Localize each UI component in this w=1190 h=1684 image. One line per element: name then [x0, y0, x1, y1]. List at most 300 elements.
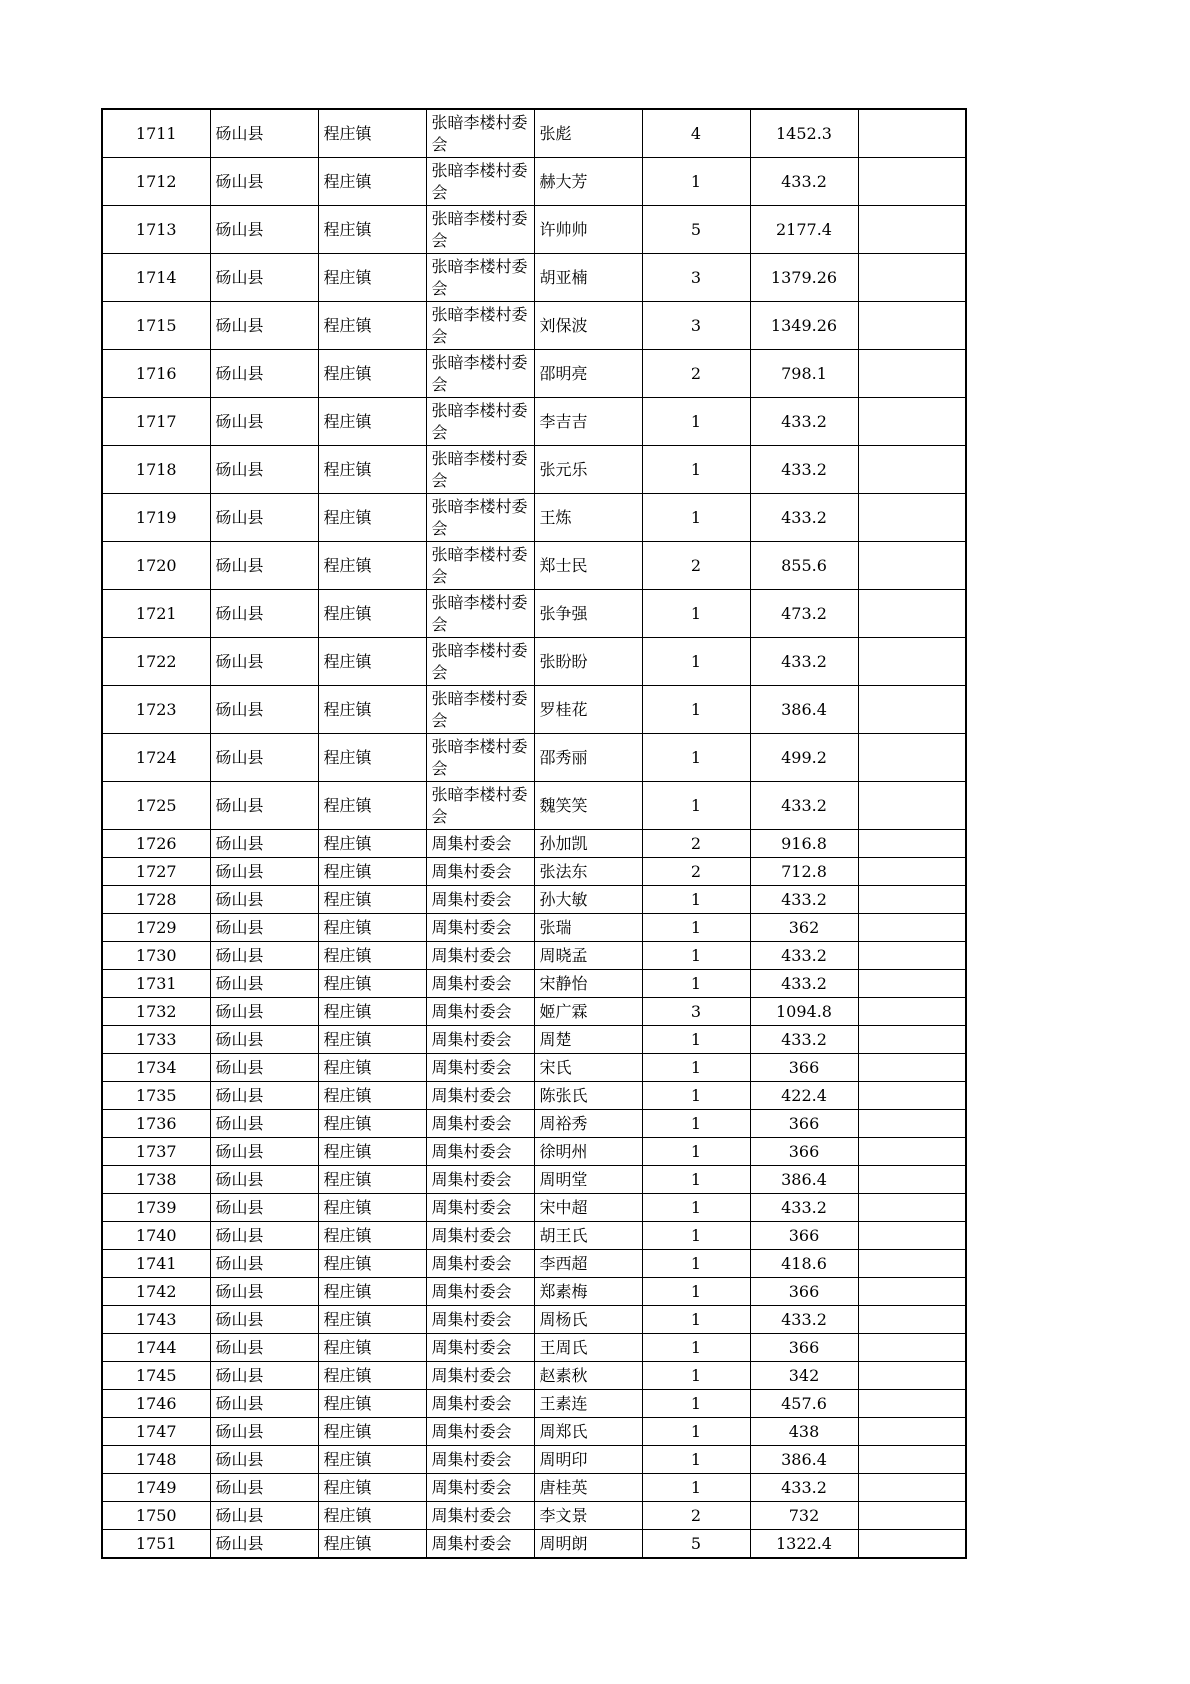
table-row: [102, 1166, 966, 1194]
table-row: [102, 1250, 966, 1278]
row-number-cell: 1740: [102, 1222, 210, 1250]
remark-cell: [858, 970, 966, 998]
remark-cell: [858, 1166, 966, 1194]
town-cell: 程庄镇: [318, 886, 426, 914]
row-number-cell: 1730: [102, 942, 210, 970]
household-count-cell: 1: [642, 590, 750, 638]
town-cell: 程庄镇: [318, 782, 426, 830]
row-number-cell: 1729: [102, 914, 210, 942]
table-row: [102, 1194, 966, 1222]
town-cell: 程庄镇: [318, 858, 426, 886]
row-number-cell: 1747: [102, 1418, 210, 1446]
county-cell: 砀山县: [210, 254, 318, 302]
household-count-cell: 1: [642, 1278, 750, 1306]
household-count-cell: 1: [642, 734, 750, 782]
village-cell: 周集村委会: [426, 970, 534, 998]
village-cell: 张暗李楼村委会: [426, 494, 534, 542]
remark-cell: [858, 350, 966, 398]
town-cell: 程庄镇: [318, 1418, 426, 1446]
county-cell: 砀山县: [210, 886, 318, 914]
town-cell: 程庄镇: [318, 1446, 426, 1474]
name-cell: 张盼盼: [534, 638, 642, 686]
town-cell: 程庄镇: [318, 109, 426, 158]
table-row: [102, 1110, 966, 1138]
amount-cell: 366: [750, 1222, 858, 1250]
name-cell: 王素连: [534, 1390, 642, 1418]
village-cell: 周集村委会: [426, 1026, 534, 1054]
town-cell: 程庄镇: [318, 1334, 426, 1362]
row-number-cell: 1737: [102, 1138, 210, 1166]
remark-cell: [858, 942, 966, 970]
table-row: [102, 1390, 966, 1418]
remark-cell: [858, 109, 966, 158]
village-cell: 周集村委会: [426, 1082, 534, 1110]
remark-cell: [858, 638, 966, 686]
village-cell: 周集村委会: [426, 886, 534, 914]
remark-cell: [858, 1026, 966, 1054]
town-cell: 程庄镇: [318, 1222, 426, 1250]
amount-cell: 916.8: [750, 830, 858, 858]
county-cell: 砀山县: [210, 1082, 318, 1110]
table-row: [102, 1446, 966, 1474]
row-number-cell: 1736: [102, 1110, 210, 1138]
county-cell: 砀山县: [210, 1418, 318, 1446]
table-row: [102, 734, 966, 782]
household-count-cell: 1: [642, 1166, 750, 1194]
name-cell: 刘保波: [534, 302, 642, 350]
remark-cell: [858, 1502, 966, 1530]
county-cell: 砀山县: [210, 109, 318, 158]
household-count-cell: 1: [642, 1138, 750, 1166]
town-cell: 程庄镇: [318, 1082, 426, 1110]
remark-cell: [858, 782, 966, 830]
household-count-cell: 1: [642, 398, 750, 446]
village-cell: 周集村委会: [426, 1446, 534, 1474]
county-cell: 砀山县: [210, 830, 318, 858]
county-cell: 砀山县: [210, 398, 318, 446]
town-cell: 程庄镇: [318, 206, 426, 254]
amount-cell: 433.2: [750, 970, 858, 998]
table-row: [102, 1222, 966, 1250]
town-cell: 程庄镇: [318, 1250, 426, 1278]
amount-cell: 366: [750, 1334, 858, 1362]
name-cell: 郑士民: [534, 542, 642, 590]
table-row: [102, 914, 966, 942]
town-cell: 程庄镇: [318, 1054, 426, 1082]
county-cell: 砀山县: [210, 158, 318, 206]
remark-cell: [858, 1362, 966, 1390]
name-cell: 张法东: [534, 858, 642, 886]
name-cell: 陈张氏: [534, 1082, 642, 1110]
village-cell: 周集村委会: [426, 1530, 534, 1559]
town-cell: 程庄镇: [318, 1362, 426, 1390]
remark-cell: [858, 446, 966, 494]
town-cell: 程庄镇: [318, 158, 426, 206]
row-number-cell: 1733: [102, 1026, 210, 1054]
village-cell: 周集村委会: [426, 1362, 534, 1390]
county-cell: 砀山县: [210, 1110, 318, 1138]
village-cell: 张暗李楼村委会: [426, 158, 534, 206]
row-number-cell: 1728: [102, 886, 210, 914]
county-cell: 砀山县: [210, 1502, 318, 1530]
amount-cell: 433.2: [750, 638, 858, 686]
household-count-cell: 1: [642, 1474, 750, 1502]
amount-cell: 433.2: [750, 1194, 858, 1222]
village-cell: 张暗李楼村委会: [426, 590, 534, 638]
remark-cell: [858, 998, 966, 1026]
town-cell: 程庄镇: [318, 734, 426, 782]
name-cell: 胡王氏: [534, 1222, 642, 1250]
amount-cell: 433.2: [750, 942, 858, 970]
household-count-cell: 3: [642, 998, 750, 1026]
town-cell: 程庄镇: [318, 1530, 426, 1559]
name-cell: 孙大敏: [534, 886, 642, 914]
amount-cell: 433.2: [750, 494, 858, 542]
town-cell: 程庄镇: [318, 590, 426, 638]
household-count-cell: 1: [642, 1390, 750, 1418]
amount-cell: 732: [750, 1502, 858, 1530]
table-row: [102, 1054, 966, 1082]
table-row: [102, 1362, 966, 1390]
remark-cell: [858, 858, 966, 886]
town-cell: 程庄镇: [318, 1138, 426, 1166]
household-count-cell: 2: [642, 858, 750, 886]
remark-cell: [858, 398, 966, 446]
household-count-cell: 1: [642, 494, 750, 542]
row-number-cell: 1727: [102, 858, 210, 886]
amount-cell: 457.6: [750, 1390, 858, 1418]
remark-cell: [858, 886, 966, 914]
table-row: [102, 1082, 966, 1110]
town-cell: 程庄镇: [318, 542, 426, 590]
name-cell: 周裕秀: [534, 1110, 642, 1138]
county-cell: 砀山县: [210, 1278, 318, 1306]
table-row: [102, 398, 966, 446]
table-row: [102, 942, 966, 970]
county-cell: 砀山县: [210, 858, 318, 886]
village-cell: 周集村委会: [426, 1474, 534, 1502]
household-count-cell: 1: [642, 1054, 750, 1082]
county-cell: 砀山县: [210, 1306, 318, 1334]
household-count-cell: 1: [642, 1306, 750, 1334]
village-cell: 张暗李楼村委会: [426, 398, 534, 446]
name-cell: 孙加凯: [534, 830, 642, 858]
town-cell: 程庄镇: [318, 1474, 426, 1502]
village-cell: 周集村委会: [426, 942, 534, 970]
row-number-cell: 1712: [102, 158, 210, 206]
county-cell: 砀山县: [210, 1194, 318, 1222]
table-row: [102, 542, 966, 590]
name-cell: 张争强: [534, 590, 642, 638]
row-number-cell: 1718: [102, 446, 210, 494]
village-cell: 周集村委会: [426, 914, 534, 942]
village-cell: 周集村委会: [426, 1306, 534, 1334]
household-count-cell: 1: [642, 158, 750, 206]
table-row: [102, 350, 966, 398]
remark-cell: [858, 1530, 966, 1559]
household-count-cell: 1: [642, 1446, 750, 1474]
household-count-cell: 1: [642, 886, 750, 914]
name-cell: 邵明亮: [534, 350, 642, 398]
row-number-cell: 1726: [102, 830, 210, 858]
county-cell: 砀山县: [210, 1362, 318, 1390]
name-cell: 周郑氏: [534, 1418, 642, 1446]
household-count-cell: 1: [642, 914, 750, 942]
town-cell: 程庄镇: [318, 686, 426, 734]
amount-cell: 366: [750, 1278, 858, 1306]
row-number-cell: 1713: [102, 206, 210, 254]
row-number-cell: 1748: [102, 1446, 210, 1474]
table-row: [102, 638, 966, 686]
town-cell: 程庄镇: [318, 1166, 426, 1194]
town-cell: 程庄镇: [318, 914, 426, 942]
town-cell: 程庄镇: [318, 1306, 426, 1334]
town-cell: 程庄镇: [318, 970, 426, 998]
remark-cell: [858, 1390, 966, 1418]
county-cell: 砀山县: [210, 734, 318, 782]
village-cell: 周集村委会: [426, 1110, 534, 1138]
row-number-cell: 1720: [102, 542, 210, 590]
row-number-cell: 1744: [102, 1334, 210, 1362]
village-cell: 周集村委会: [426, 1418, 534, 1446]
remark-cell: [858, 1138, 966, 1166]
town-cell: 程庄镇: [318, 1194, 426, 1222]
village-cell: 周集村委会: [426, 1390, 534, 1418]
amount-cell: 712.8: [750, 858, 858, 886]
amount-cell: 386.4: [750, 686, 858, 734]
row-number-cell: 1716: [102, 350, 210, 398]
county-cell: 砀山县: [210, 914, 318, 942]
town-cell: 程庄镇: [318, 1502, 426, 1530]
amount-cell: 433.2: [750, 446, 858, 494]
village-cell: 张暗李楼村委会: [426, 686, 534, 734]
amount-cell: 1452.3: [750, 109, 858, 158]
amount-cell: 438: [750, 1418, 858, 1446]
name-cell: 魏笑笑: [534, 782, 642, 830]
county-cell: 砀山县: [210, 446, 318, 494]
table-row: [102, 1502, 966, 1530]
amount-cell: 433.2: [750, 158, 858, 206]
name-cell: 邵秀丽: [534, 734, 642, 782]
village-cell: 张暗李楼村委会: [426, 542, 534, 590]
amount-cell: 386.4: [750, 1446, 858, 1474]
remark-cell: [858, 1082, 966, 1110]
town-cell: 程庄镇: [318, 1110, 426, 1138]
remark-cell: [858, 1222, 966, 1250]
amount-cell: 1349.26: [750, 302, 858, 350]
table-row: [102, 1306, 966, 1334]
row-number-cell: 1732: [102, 998, 210, 1026]
town-cell: 程庄镇: [318, 1390, 426, 1418]
name-cell: 张瑞: [534, 914, 642, 942]
row-number-cell: 1734: [102, 1054, 210, 1082]
town-cell: 程庄镇: [318, 1278, 426, 1306]
amount-cell: 433.2: [750, 1306, 858, 1334]
name-cell: 王周氏: [534, 1334, 642, 1362]
amount-cell: 433.2: [750, 1026, 858, 1054]
county-cell: 砀山县: [210, 1530, 318, 1559]
table-row: [102, 158, 966, 206]
household-count-cell: 1: [642, 1362, 750, 1390]
remark-cell: [858, 254, 966, 302]
remark-cell: [858, 1474, 966, 1502]
remark-cell: [858, 206, 966, 254]
town-cell: 程庄镇: [318, 254, 426, 302]
row-number-cell: 1745: [102, 1362, 210, 1390]
household-count-cell: 1: [642, 1418, 750, 1446]
household-count-cell: 1: [642, 446, 750, 494]
town-cell: 程庄镇: [318, 998, 426, 1026]
row-number-cell: 1735: [102, 1082, 210, 1110]
remark-cell: [858, 1334, 966, 1362]
amount-cell: 433.2: [750, 1474, 858, 1502]
remark-cell: [858, 686, 966, 734]
name-cell: 胡亚楠: [534, 254, 642, 302]
table-row: [102, 998, 966, 1026]
county-cell: 砀山县: [210, 686, 318, 734]
amount-cell: 366: [750, 1054, 858, 1082]
county-cell: 砀山县: [210, 1250, 318, 1278]
town-cell: 程庄镇: [318, 1026, 426, 1054]
household-count-cell: 1: [642, 1250, 750, 1278]
name-cell: 周晓孟: [534, 942, 642, 970]
county-cell: 砀山县: [210, 1054, 318, 1082]
town-cell: 程庄镇: [318, 830, 426, 858]
row-number-cell: 1738: [102, 1166, 210, 1194]
household-count-cell: 2: [642, 350, 750, 398]
amount-cell: 362: [750, 914, 858, 942]
amount-cell: 386.4: [750, 1166, 858, 1194]
row-number-cell: 1731: [102, 970, 210, 998]
table-row: [102, 302, 966, 350]
row-number-cell: 1724: [102, 734, 210, 782]
county-cell: 砀山县: [210, 494, 318, 542]
amount-cell: 422.4: [750, 1082, 858, 1110]
row-number-cell: 1717: [102, 398, 210, 446]
table-row: [102, 446, 966, 494]
amount-cell: 798.1: [750, 350, 858, 398]
county-cell: 砀山县: [210, 1334, 318, 1362]
county-cell: 砀山县: [210, 350, 318, 398]
county-cell: 砀山县: [210, 638, 318, 686]
table-row: [102, 1278, 966, 1306]
name-cell: 李吉吉: [534, 398, 642, 446]
village-cell: 张暗李楼村委会: [426, 350, 534, 398]
amount-cell: 418.6: [750, 1250, 858, 1278]
row-number-cell: 1715: [102, 302, 210, 350]
household-count-cell: 1: [642, 1222, 750, 1250]
household-count-cell: 1: [642, 1194, 750, 1222]
name-cell: 赵素秋: [534, 1362, 642, 1390]
table-row: [102, 206, 966, 254]
town-cell: 程庄镇: [318, 942, 426, 970]
household-count-cell: 3: [642, 302, 750, 350]
name-cell: 宋静怡: [534, 970, 642, 998]
county-cell: 砀山县: [210, 302, 318, 350]
amount-cell: 473.2: [750, 590, 858, 638]
remark-cell: [858, 734, 966, 782]
name-cell: 郑素梅: [534, 1278, 642, 1306]
name-cell: 周明印: [534, 1446, 642, 1474]
village-cell: 周集村委会: [426, 1166, 534, 1194]
remark-cell: [858, 830, 966, 858]
remark-cell: [858, 1250, 966, 1278]
household-count-cell: 2: [642, 542, 750, 590]
household-count-cell: 1: [642, 942, 750, 970]
table-row: [102, 1474, 966, 1502]
table-row: [102, 494, 966, 542]
household-count-cell: 1: [642, 686, 750, 734]
table-row: [102, 1138, 966, 1166]
row-number-cell: 1719: [102, 494, 210, 542]
remark-cell: [858, 1306, 966, 1334]
household-count-cell: 2: [642, 1502, 750, 1530]
table-row: [102, 830, 966, 858]
county-cell: 砀山县: [210, 1390, 318, 1418]
name-cell: 许帅帅: [534, 206, 642, 254]
table-row: [102, 1026, 966, 1054]
amount-cell: 1379.26: [750, 254, 858, 302]
village-cell: 周集村委会: [426, 998, 534, 1026]
household-count-cell: 1: [642, 970, 750, 998]
remark-cell: [858, 1278, 966, 1306]
household-count-cell: 1: [642, 782, 750, 830]
village-cell: 周集村委会: [426, 1054, 534, 1082]
county-cell: 砀山县: [210, 1026, 318, 1054]
village-cell: 张暗李楼村委会: [426, 638, 534, 686]
amount-cell: 342: [750, 1362, 858, 1390]
table-row: [102, 254, 966, 302]
amount-cell: 433.2: [750, 782, 858, 830]
village-cell: 张暗李楼村委会: [426, 206, 534, 254]
household-count-cell: 4: [642, 109, 750, 158]
town-cell: 程庄镇: [318, 494, 426, 542]
remark-cell: [858, 542, 966, 590]
name-cell: 王炼: [534, 494, 642, 542]
village-cell: 周集村委会: [426, 1250, 534, 1278]
household-count-cell: 3: [642, 254, 750, 302]
row-number-cell: 1714: [102, 254, 210, 302]
name-cell: 周明朗: [534, 1530, 642, 1559]
row-number-cell: 1749: [102, 1474, 210, 1502]
row-number-cell: 1725: [102, 782, 210, 830]
remark-cell: [858, 590, 966, 638]
household-count-cell: 1: [642, 1026, 750, 1054]
amount-cell: 1094.8: [750, 998, 858, 1026]
table-row: [102, 886, 966, 914]
household-count-cell: 2: [642, 830, 750, 858]
village-cell: 周集村委会: [426, 1502, 534, 1530]
county-cell: 砀山县: [210, 998, 318, 1026]
village-cell: 张暗李楼村委会: [426, 302, 534, 350]
county-cell: 砀山县: [210, 1446, 318, 1474]
amount-cell: 855.6: [750, 542, 858, 590]
amount-cell: 1322.4: [750, 1530, 858, 1559]
household-count-cell: 5: [642, 1530, 750, 1559]
county-cell: 砀山县: [210, 1474, 318, 1502]
name-cell: 张元乐: [534, 446, 642, 494]
name-cell: 周明堂: [534, 1166, 642, 1194]
household-count-cell: 1: [642, 1082, 750, 1110]
remark-cell: [858, 1110, 966, 1138]
table-row: [102, 590, 966, 638]
name-cell: 周楚: [534, 1026, 642, 1054]
county-cell: 砀山县: [210, 1138, 318, 1166]
row-number-cell: 1751: [102, 1530, 210, 1559]
county-cell: 砀山县: [210, 590, 318, 638]
village-cell: 周集村委会: [426, 1222, 534, 1250]
table-row: [102, 858, 966, 886]
